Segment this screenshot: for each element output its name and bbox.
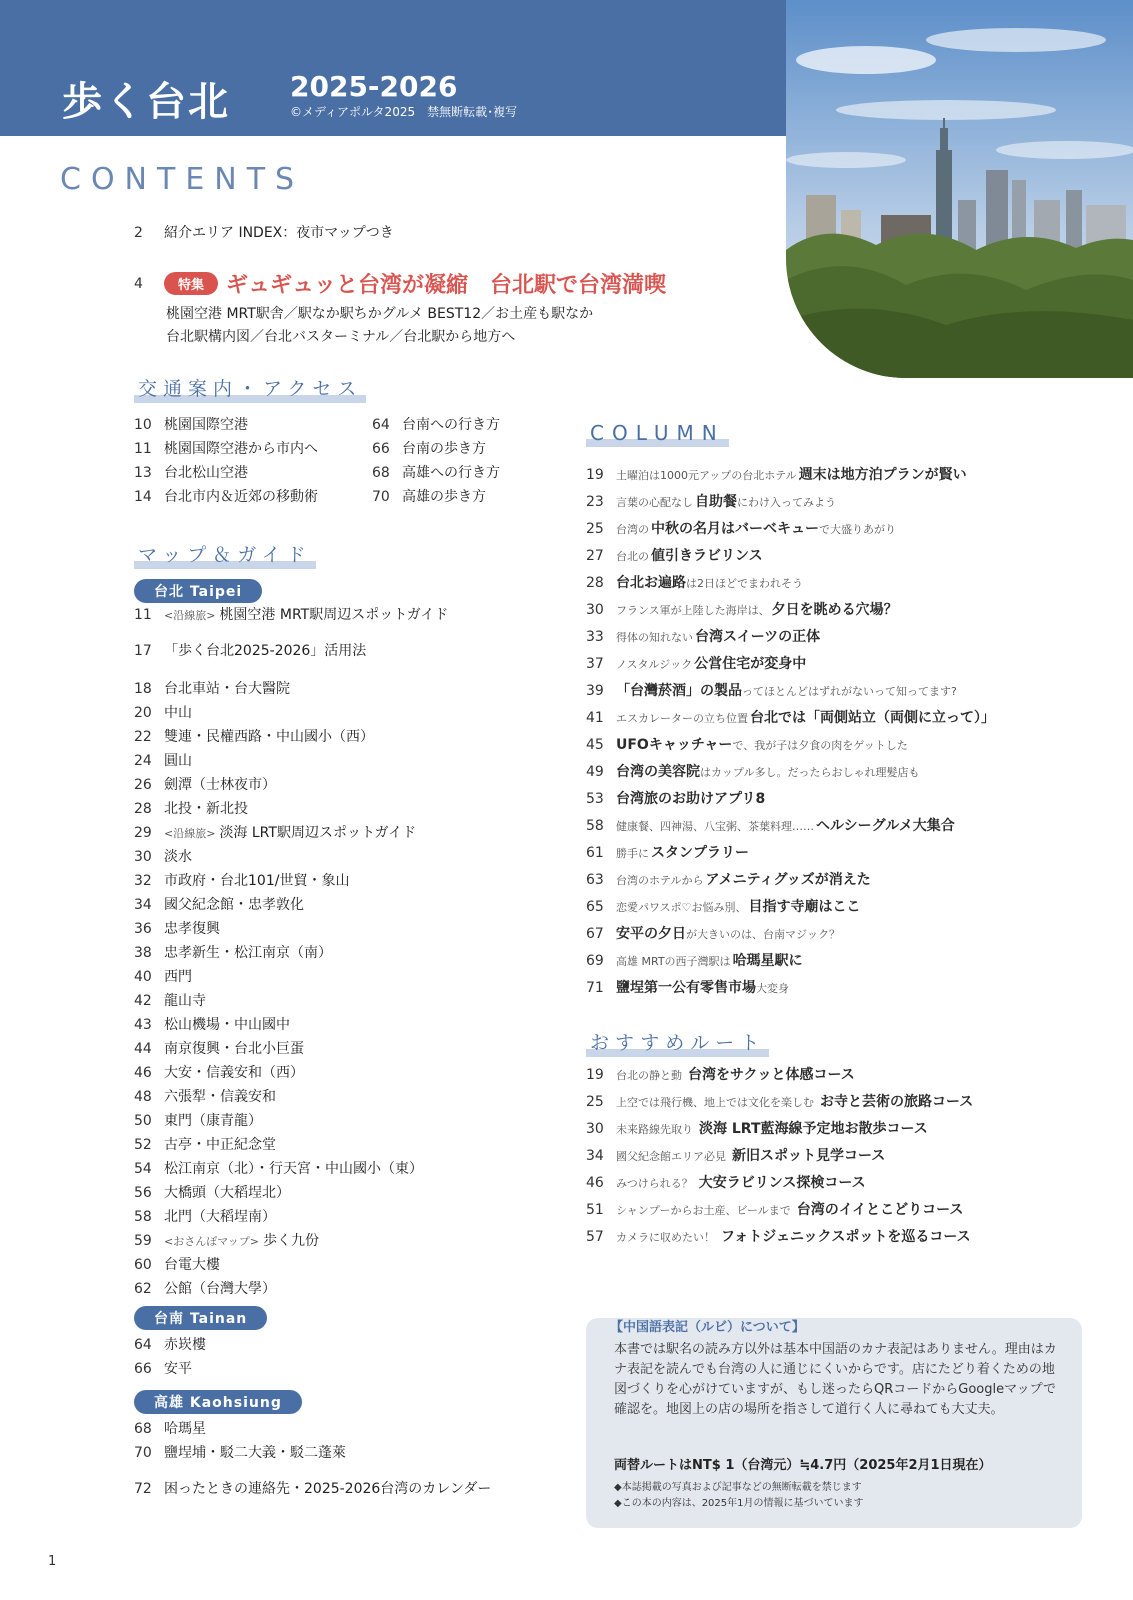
page-number: 43	[134, 1017, 152, 1033]
entry-label: 北門（大稻埕南）	[164, 1209, 276, 1225]
entry-main: 安平の夕日	[616, 926, 686, 942]
entry-label: 北投・新北投	[164, 801, 248, 817]
column-entry[interactable]	[586, 545, 763, 565]
page-number: 28	[134, 801, 152, 817]
entry-label: 高雄への行き方	[402, 465, 500, 481]
entry-main: 台北では「両側站立（両側に立って）」	[750, 710, 995, 726]
page-number: 56	[134, 1185, 152, 1201]
entry-label: 桃園空港 MRT駅周辺スポットガイド	[219, 607, 449, 623]
entry-label: 市政府・台北101/世貿・象山	[164, 873, 350, 889]
entry-lead: ノスタルジック	[616, 658, 693, 671]
note-heading: 【中国語表記（ルビ）について】	[610, 1320, 805, 1335]
entry-label: 台南への行き方	[402, 417, 500, 433]
column-entry[interactable]	[586, 707, 995, 727]
page-number: 61	[586, 845, 604, 861]
contents-heading: CONTENTS	[60, 162, 305, 197]
entry-lead: フランス軍が上陸した海岸は、	[616, 604, 770, 617]
column-entry[interactable]	[586, 923, 840, 943]
entry-lead: 土曜泊は1000元アップの台北ホテル	[616, 469, 797, 482]
page-number: 58	[586, 818, 604, 834]
region-pill-tainan: 台南 Tainan	[134, 1306, 267, 1330]
column-entry[interactable]	[586, 788, 765, 808]
page-number: 46	[134, 1065, 152, 1081]
entry-label: 歩く九份	[263, 1233, 319, 1249]
feature-title: ギュギュッと台湾が凝縮 台北駅で台湾満喫	[226, 273, 667, 298]
entry-lead: 台北の	[616, 550, 649, 563]
toc-entry[interactable]	[134, 1254, 220, 1274]
page-number: 29	[134, 825, 152, 841]
entry-label: 古亭・中正紀念堂	[164, 1137, 276, 1153]
page-number: 11	[134, 607, 152, 623]
entry-label: 台北車站・台大醫院	[164, 681, 290, 697]
page-number: 65	[586, 899, 604, 915]
column-entry[interactable]	[586, 491, 836, 511]
page-number: 70	[372, 489, 390, 505]
page-number: 66	[372, 441, 390, 457]
entry-lead: 恋愛パワスポ♡お悩み別、	[616, 901, 747, 914]
column-entry[interactable]	[586, 653, 806, 673]
page-number: 58	[134, 1209, 152, 1225]
toc-entry[interactable]	[372, 438, 486, 458]
page-number: 46	[586, 1175, 604, 1191]
entry-label: 中山	[164, 705, 192, 721]
route-entry[interactable]	[586, 1118, 928, 1138]
taipei-skyline-photo	[786, 0, 1133, 378]
page-number: 70	[134, 1445, 152, 1461]
toc-entry[interactable]	[134, 1358, 192, 1378]
entry-label: 困ったときの連絡先・2025-2026台湾のカレンダー	[164, 1481, 492, 1497]
route-main: 大安ラビリンス探検コース	[698, 1175, 866, 1191]
route-entry[interactable]	[586, 1199, 963, 1219]
page-number: 67	[586, 926, 604, 942]
route-lead: カメラに収めたい！	[616, 1231, 715, 1244]
entry-main: 哈瑪星駅に	[732, 953, 803, 969]
disclaimer: ◆本誌掲載の写真および記事などの無断転載を禁じます	[614, 1482, 862, 1493]
feature-subtitle: 台北駅構内図／台北バスターミナル／台北駅から地方へ	[166, 329, 516, 345]
route-lead: 台北の静と動	[616, 1069, 682, 1082]
entry-main: 目指す寺廟はここ	[748, 899, 861, 915]
entry-main: 台北お遍路	[616, 575, 686, 591]
toc-entry[interactable]	[134, 1158, 423, 1178]
toc-entry[interactable]	[134, 1230, 319, 1250]
toc-entry[interactable]	[134, 640, 366, 660]
entry-prefix: <おさんぽマップ>	[164, 1235, 259, 1248]
entry-label: 雙連・民權西路・中山國小（西）	[164, 729, 374, 745]
page-number: 62	[134, 1281, 152, 1297]
entry-prefix: <沿線旅>	[164, 609, 216, 622]
page-number: 10	[134, 417, 152, 433]
entry-label: 台北市内＆近郊の移動術	[164, 489, 318, 505]
column-entry[interactable]	[586, 842, 749, 862]
exchange-rate: 両替ルートはNT$ 1（台湾元）≒4.7円（2025年2月1日現在）	[614, 1458, 992, 1473]
page-number: 72	[134, 1481, 152, 1497]
entry-tail: にわけ入ってみよう	[737, 496, 836, 509]
column-entry[interactable]	[586, 896, 861, 916]
toc-entry[interactable]	[134, 486, 318, 506]
entry-main: UFOキャッチャー	[616, 737, 733, 753]
column-entry[interactable]	[586, 977, 789, 997]
page-number: 57	[586, 1229, 604, 1245]
entry-label: 大橋頭（大稻埕北）	[164, 1185, 290, 1201]
entry-label: 龍山寺	[164, 993, 206, 1009]
entry-label: 桃園国際空港	[164, 417, 248, 433]
entry-label: 忠孝復興	[164, 921, 220, 937]
entry-tail: で大盛りあがり	[819, 523, 896, 536]
entry-label: 赤崁樓	[164, 1337, 206, 1353]
entry-main: 週末は地方泊プランが賢い	[798, 467, 967, 483]
page-number: 54	[134, 1161, 152, 1177]
entry-main: 台湾スイーツの正体	[695, 629, 821, 645]
page-number: 28	[586, 575, 604, 591]
route-main: 台湾をサクッと体感コース	[688, 1067, 855, 1083]
entry-lead: 得体の知れない	[616, 631, 693, 644]
route-main: 台湾のイイとこどりコース	[796, 1202, 964, 1218]
page-number: 60	[134, 1257, 152, 1273]
page-number: 50	[134, 1113, 152, 1129]
route-main: お寺と芸術の旅路コース	[820, 1094, 974, 1110]
route-main: 新旧スポット見学コース	[732, 1148, 886, 1164]
entry-main: ヘルシーグルメ大集合	[816, 818, 955, 834]
toc-entry[interactable]	[134, 1334, 206, 1354]
toc-entry[interactable]	[134, 1014, 290, 1034]
entry-label: 圓山	[164, 753, 192, 769]
page-number: 38	[134, 945, 152, 961]
entry-tail: はカップル多し。だったらおしゃれ理髪店も	[700, 766, 920, 779]
page-number: 18	[134, 681, 152, 697]
page-number: 69	[586, 953, 604, 969]
entry-label: 安平	[164, 1361, 192, 1377]
toc-entry[interactable]	[134, 894, 304, 914]
toc-entry[interactable]	[134, 1418, 206, 1438]
page-number: 22	[134, 729, 152, 745]
toc-entry[interactable]	[134, 846, 192, 866]
route-entry[interactable]	[586, 1172, 866, 1192]
entry-lead: 高雄 MRTの西子灣駅は	[616, 955, 731, 968]
column-entry[interactable]	[586, 464, 967, 484]
entry-label: 公館（台灣大學）	[164, 1281, 276, 1297]
toc-entry[interactable]	[134, 1110, 262, 1130]
page-number: 25	[586, 1094, 604, 1110]
entry-label: 淡海 LRT駅周辺スポットガイド	[219, 825, 417, 841]
page-number: 4	[134, 275, 143, 292]
route-entry[interactable]	[586, 1091, 973, 1111]
page-number: 32	[134, 873, 152, 889]
page-number: 27	[586, 548, 604, 564]
page-number: 23	[586, 494, 604, 510]
toc-entry[interactable]	[134, 438, 318, 458]
route-lead: みつけられる？	[616, 1177, 693, 1190]
page-number: 44	[134, 1041, 152, 1057]
entry-label: 高雄の歩き方	[402, 489, 486, 505]
page-number: 39	[586, 683, 604, 699]
page-number: 36	[134, 921, 152, 937]
page-number: 2	[134, 225, 143, 241]
feature-entry[interactable]	[134, 268, 666, 299]
toc-entry[interactable]	[372, 486, 486, 506]
entry-main: 「台灣菸酒」の製品	[616, 683, 742, 699]
section-heading-recommend: おすすめルート	[586, 1028, 769, 1057]
page-number: 37	[586, 656, 604, 672]
entry-label: 大安・信義安和（西）	[164, 1065, 304, 1081]
toc-entry[interactable]	[134, 990, 206, 1010]
route-entry[interactable]	[586, 1064, 855, 1084]
page-number: 34	[586, 1148, 604, 1164]
entry-lead: 健康餐、四神湯、八宝粥、茶葉料理……	[616, 820, 814, 833]
toc-entry[interactable]	[134, 1182, 290, 1202]
toc-entry[interactable]	[134, 222, 394, 242]
entry-label: 鹽埕埔・駁二大義・駁二蓬萊	[164, 1445, 346, 1461]
entry-prefix: <沿線旅>	[164, 827, 216, 840]
toc-entry[interactable]	[134, 726, 374, 746]
page-number: 24	[134, 753, 152, 769]
page-number: 71	[586, 980, 604, 996]
page-number: 66	[134, 1361, 152, 1377]
toc-entry[interactable]	[372, 462, 500, 482]
column-entry[interactable]	[586, 815, 955, 835]
page-number: 51	[586, 1202, 604, 1218]
entry-main: 台湾旅のお助けアプリ8	[616, 791, 766, 807]
page-number: 40	[134, 969, 152, 985]
route-lead: 未来路線先取り	[616, 1123, 693, 1136]
entry-tail: で、我が子は夕食の肉をゲットした	[732, 739, 908, 752]
page-number: 11	[134, 441, 152, 457]
toc-entry[interactable]	[134, 678, 290, 698]
entry-label: 紹介エリア INDEX：夜市マップつき	[164, 225, 394, 241]
entry-main: 公営住宅が変身中	[694, 656, 807, 672]
page-number: 64	[134, 1337, 152, 1353]
page-number: 14	[134, 489, 152, 505]
entry-label: 西門	[164, 969, 192, 985]
copyright-notice: ©メディアポルタ2025 禁無断転載･複写	[290, 105, 518, 119]
entry-tail: は2日ほどでまわれそう	[686, 577, 803, 590]
route-entry[interactable]	[586, 1226, 971, 1246]
page-number: 68	[134, 1421, 152, 1437]
route-entry[interactable]	[586, 1145, 885, 1165]
page-number: 64	[372, 417, 390, 433]
region-pill-taipei: 台北 Taipei	[134, 579, 262, 603]
route-lead: シャンプーからお土産、ビールまで	[616, 1204, 791, 1217]
entry-label: 國父紀念館・忠孝敦化	[164, 897, 304, 913]
page-number: 19	[586, 1067, 604, 1083]
entry-main: 夕日を眺める穴場？	[771, 602, 898, 618]
route-lead: 國父紀念館エリア必見	[616, 1150, 726, 1163]
page-number: 20	[134, 705, 152, 721]
toc-entry[interactable]	[134, 1062, 304, 1082]
column-entry[interactable]	[586, 572, 803, 592]
entry-lead: 勝手に	[616, 847, 649, 860]
entry-lead: エスカレーターの立ち位置	[616, 712, 748, 725]
page-number-footer: 1	[48, 1554, 57, 1569]
page-number: 19	[586, 467, 604, 483]
entry-main: 台湾の美容院	[616, 764, 700, 780]
page-number: 48	[134, 1089, 152, 1105]
entry-label: 「歩く台北2025-2026」活用法	[164, 643, 367, 659]
route-main: 淡海 LRT藍海線予定地お散歩コース	[699, 1121, 928, 1137]
page-number: 30	[134, 849, 152, 865]
toc-entry[interactable]	[372, 414, 500, 434]
entry-label: 南京復興・台北小巨蛋	[164, 1041, 304, 1057]
feature-tag: 特集	[164, 272, 218, 295]
section-heading-column: COLUMN	[586, 421, 729, 447]
entry-main: アメニティグッズが消えた	[705, 872, 871, 888]
toc-entry[interactable]	[134, 462, 248, 482]
toc-entry[interactable]	[134, 750, 192, 770]
toc-entry[interactable]	[134, 1086, 276, 1106]
entry-lead: 台湾の	[616, 523, 649, 536]
disclaimer: ◆この本の内容は、2025年1月の情報に基づいています	[614, 1498, 864, 1509]
entry-tail: ってほとんどはずれがないって知ってます?	[742, 685, 957, 698]
entry-label: 忠孝新生・松江南京（南）	[164, 945, 332, 961]
toc-entry[interactable]	[134, 702, 192, 722]
entry-label: 松江南京（北）・行天宮・中山國小（東）	[164, 1161, 423, 1177]
page-number: 30	[586, 602, 604, 618]
page-number: 41	[586, 710, 604, 726]
toc-entry[interactable]	[134, 414, 248, 434]
page-number: 34	[134, 897, 152, 913]
route-lead: 上空では飛行機、地上では文化を楽しむ	[616, 1096, 814, 1109]
page-number: 25	[586, 521, 604, 537]
entry-label: 台南の歩き方	[402, 441, 486, 457]
entry-label: 劍潭（士林夜市）	[164, 777, 276, 793]
toc-entry[interactable]	[134, 870, 349, 890]
toc-entry[interactable]	[134, 966, 192, 986]
entry-label: 哈瑪星	[164, 1421, 206, 1437]
book-title: 歩く台北	[62, 79, 230, 125]
page-number: 53	[586, 791, 604, 807]
page-number: 42	[134, 993, 152, 1009]
region-pill-kaohsiung: 高雄 Kaohsiung	[134, 1390, 302, 1414]
toc-entry[interactable]	[134, 1038, 304, 1058]
edition-year: 2025-2026	[290, 70, 458, 103]
entry-label: 台電大樓	[164, 1257, 220, 1273]
page-number: 59	[134, 1233, 152, 1249]
entry-main: 自助餐	[695, 494, 737, 510]
toc-entry[interactable]	[134, 798, 248, 818]
toc-entry[interactable]	[134, 942, 332, 962]
entry-label: 六張犁・信義安和	[164, 1089, 276, 1105]
entry-tail: 大変身	[756, 982, 789, 995]
column-entry[interactable]	[586, 626, 820, 646]
feature-subtitle: 桃園空港 MRT駅舎／駅なか駅ちかグルメ BEST12／お土産も駅なか	[166, 306, 594, 322]
toc-entry[interactable]	[134, 918, 220, 938]
page-number: 49	[586, 764, 604, 780]
entry-label: 東門（康青龍）	[164, 1113, 262, 1129]
page-number: 63	[586, 872, 604, 888]
column-entry[interactable]	[586, 734, 908, 754]
page-number: 33	[586, 629, 604, 645]
page-number: 26	[134, 777, 152, 793]
note-body: 本書では駅名の読み方以外は基本中国語のカナ表記はありません。理由はカナ表記を読んでも台湾の人に通じにくいからです。店にたどり着くための地図づくりを心がけていますが、もし迷ったらQRコードからGoogleマップで確認を。地図上の店の場所を指さして道行く人に尋ねても大丈夫。	[614, 1342, 1057, 1417]
toc-entry[interactable]	[134, 774, 276, 794]
page-number: 52	[134, 1137, 152, 1153]
toc-entry[interactable]	[134, 822, 416, 842]
entry-label: 松山機場・中山國中	[164, 1017, 290, 1033]
entry-main: 中秋の名月はバーベキュー	[651, 521, 819, 537]
entry-label: 台北松山空港	[164, 465, 248, 481]
entry-main: 値引きラビリンス	[651, 548, 763, 564]
entry-main: 鹽埕第一公有零售市場	[616, 980, 756, 996]
entry-lead: 言葉の心配なし	[616, 496, 693, 509]
toc-entry[interactable]	[134, 1442, 346, 1462]
toc-entry[interactable]	[134, 1278, 276, 1298]
column-entry[interactable]	[586, 869, 871, 889]
column-entry[interactable]	[586, 950, 803, 970]
page-number: 68	[372, 465, 390, 481]
section-heading-access: 交通案内・アクセス	[134, 374, 366, 403]
page-number: 45	[586, 737, 604, 753]
page-number: 17	[134, 643, 152, 659]
toc-entry[interactable]	[134, 1478, 491, 1498]
section-heading-mapguide: マップ＆ガイド	[134, 540, 316, 569]
toc-entry[interactable]	[134, 1206, 276, 1226]
entry-lead: 台湾のホテルから	[616, 874, 704, 887]
column-entry[interactable]	[586, 518, 896, 538]
column-entry[interactable]	[586, 680, 957, 700]
column-entry[interactable]	[586, 599, 898, 619]
toc-entry[interactable]	[134, 1134, 276, 1154]
route-main: フォトジェニックスポットを巡るコース	[721, 1229, 971, 1245]
page-number: 13	[134, 465, 152, 481]
entry-label: 桃園国際空港から市内へ	[164, 441, 318, 457]
entry-tail: が大きいのは、台南マジック？	[686, 928, 840, 941]
page-number: 30	[586, 1121, 604, 1137]
column-entry[interactable]	[586, 761, 919, 781]
entry-label: 淡水	[164, 849, 192, 865]
toc-entry[interactable]	[134, 604, 448, 624]
entry-main: スタンプラリー	[651, 845, 749, 861]
